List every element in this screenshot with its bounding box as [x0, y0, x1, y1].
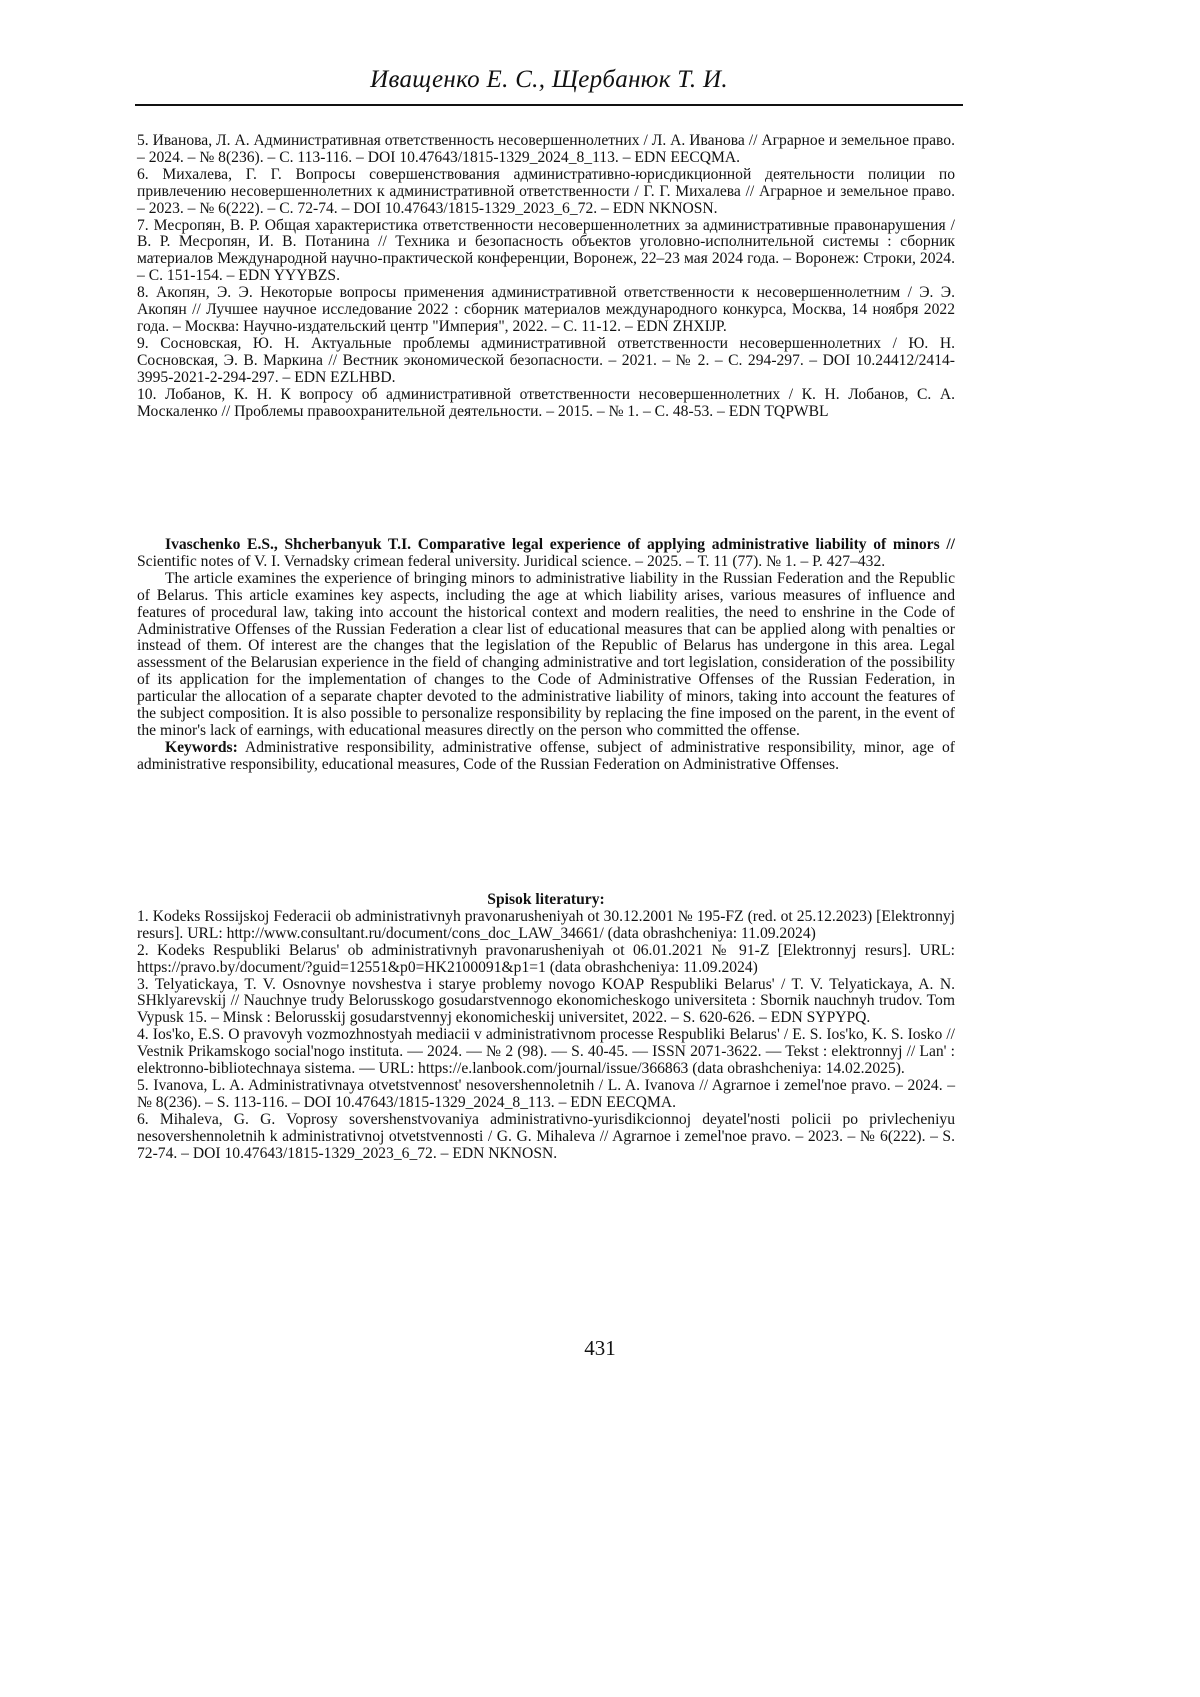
citation-title: Ivaschenko E.S., Shcherbanyuk T.I. Comparative legal experience of applying administrative liability of minors // — [165, 536, 955, 553]
keywords-list: Administrative responsibility, administrative offense, subject of administrative responsibility, minor, age of administrative responsibility, educational measures, Code of the Russian Federation on Administrative Offenses. — [137, 739, 955, 773]
references-ru-list — [137, 133, 955, 420]
references-heading: Spisok literatury: — [137, 892, 955, 909]
citation-source: Scientific notes of V. I. Vernadsky crimean federal university. Juridical science. – 2025. – Т. 11 (77). № 1. – Р. 427–432. — [137, 553, 885, 570]
reference-item: 1. Kodeks Rossijskoj Federacii ob administrativnyh pravonarusheniyah ot 30.12.2001 № 195-FZ (red. ot 25.12.2023) [Elektronnyj resurs]. URL: http://www.consultant.ru/document/cons_doc_LAW_34661/ (data obrashcheniya: 11.09.2024) — [137, 909, 955, 943]
reference-item: 10. Лобанов, К. Н. К вопросу об административной ответственности несовершеннолетних / К. Н. Лобанов, С. А. Москаленко // Проблемы правоохранительной деятельности. – 2015. – № 1. – С. 48-53. – EDN TQPWBL — [137, 387, 955, 421]
reference-item: 6. Михалева, Г. Г. Вопросы совершенствования административно-юрисдикционной деятельности полиции по привлечению несовершеннолетних к административной ответственности / Г. Г. Михалева // Аграрное и земельное право. – 2023. – № 6(222). – С. 72-74. – DOI 10.47643/1815-1329_2023_6_72. – EDN NKNOSN. — [137, 167, 955, 218]
keywords — [137, 740, 955, 774]
reference-item: 6. Mihaleva, G. G. Voprosy sovershenstvovaniya administrativno-yurisdikcionnoj deyatel'nosti policii po privlecheniyu nesovershennoletnih k administrativnoj otvetstvennosti / G. G. Mihaleva // Agrarnoe i zemel'noe pravo. – 2023. – № 6(222). – S. 72-74. – DOI 10.47643/1815-1329_2023_6_72. – EDN NKNOSN. — [137, 1112, 955, 1163]
abstract-text: The article examines the experience of bringing minors to administrative liability in the Russian Federation and the Republic of Belarus. This article examines key aspects, including the age at which liability arises, various measures of influence and features of procedural law, taking into account the historical context and modern realities, the need to enshrine in the Code of Administrative Offenses of the Russian Federation a clear list of educational measures that can be applied along with penalties or instead of them. Of interest are the changes that the legislation of the Republic of Belarus has undergone in this area. Legal assessment of the Belarusian experience in the field of changing administrative and tort legislation, consideration of the possibility of its application for the implementation of changes to the Code of Administrative Offenses of the Russian Federation, in particular the allocation of a separate chapter devoted to the administrative liability of minors, taking into account the features of the subject composition. It is also possible to personalize responsibility by replacing the fine imposed on the parent, in the event of the minor's lack of earnings, with educational measures directly on the person who committed the offense. — [137, 571, 955, 740]
reference-item: 5. Ivanova, L. A. Administrativnaya otvetstvennost' nesovershennoletnih / L. A. Ivanova // Agrarnoe i zemel'noe pravo. – 2024. – № 8(236). – S. 113-116. – DOI 10.47643/1815-1329_2024_8_113. – EDN EECQMA. — [137, 1078, 955, 1112]
english-abstract — [137, 537, 955, 774]
reference-item: 2. Kodeks Respubliki Belarus' ob administrativnyh pravonarusheniyah ot 06.01.2021 № 91-Z [Elektronnyj resurs]. URL: https://pravo.by/document/?guid=12551&p0=HK2100091&p1=1 (data obrashcheniya: 11.09.2024) — [137, 943, 955, 977]
reference-item: 3. Telyatickaya, T. V. Osnovnye novshestva i starye problemy novogo KOAP Respubliki Belarus' / T. V. Telyatickaya, A. N. SHklyarevskij // Nauchnye trudy Belorusskogo gosudarstvennogo ekonomicheskogo universiteta : Sbornik nauchnyh trudov. Tom Vypusk 15. – Minsk : Belorusskij gosudarstvennyj ekonomicheskij universitet, 2022. – S. 620-626. – EDN SYPYPQ. — [137, 977, 955, 1028]
references-en-list — [137, 892, 955, 1163]
reference-item: 4. Ios'ko, E.S. O pravovyh vozmozhnostyah mediacii v administrativnom processe Respubliki Belarus' / E. S. Ios'ko, K. S. Iosko // Vestnik Prikamskogo social'nogo instituta. — 2024. — № 2 (98). — S. 40-45. — ISSN 2071-3622. — Tekst : elektronnyj // Lan' : elektronno-bibliotechnaya sistema. — URL: https://e.lanbook.com/journal/issue/366863 (data obrashcheniya: 14.02.2025). — [137, 1027, 955, 1078]
citation — [137, 537, 955, 571]
header-rule — [135, 104, 963, 106]
reference-item: 9. Сосновская, Ю. Н. Актуальные проблемы административной ответственности несовершеннолетних / Ю. Н. Сосновская, Э. В. Маркина // Вестник экономической безопасности. – 2021. – № 2. – С. 294-297. – DOI 10.24412/2414-3995-2021-2-294-297. – EDN EZLHBD. — [137, 336, 955, 387]
reference-item: 8. Акопян, Э. Э. Некоторые вопросы применения административной ответственности к несовершеннолетним / Э. Э. Акопян // Лучшее научное исследование 2022 : сборник материалов международного конкурса, Москва, 14 ноября 2022 года. – Москва: Научно-издательский центр "Империя", 2022. – С. 11-12. – EDN ZHXIJP. — [137, 285, 955, 336]
reference-item: 5. Иванова, Л. А. Административная ответственность несовершеннолетних / Л. А. Иванова // Аграрное и земельное право. – 2024. – № 8(236). – С. 113-116. – DOI 10.47643/1815-1329_2024_8_113. – EDN EECQMA. — [137, 133, 955, 167]
running-title: Иващенко Е. С., Щербанюк Т. И. — [135, 66, 963, 94]
reference-item: 7. Месропян, В. Р. Общая характеристика ответственности несовершеннолетних за административные правонарушения / В. Р. Месропян, И. В. Потанина // Техника и безопасность объектов уголовно-исполнительной системы : сборник материалов Международной научно-практической конференции, Воронеж, 22–23 мая 2024 года. – Воронеж: Строки, 2024. – С. 151-154. – EDN YYYBZS. — [137, 218, 955, 286]
page-number: 431 — [0, 1336, 1200, 1361]
journal-page — [0, 0, 1200, 1697]
keywords-label: Keywords: — [165, 739, 238, 756]
